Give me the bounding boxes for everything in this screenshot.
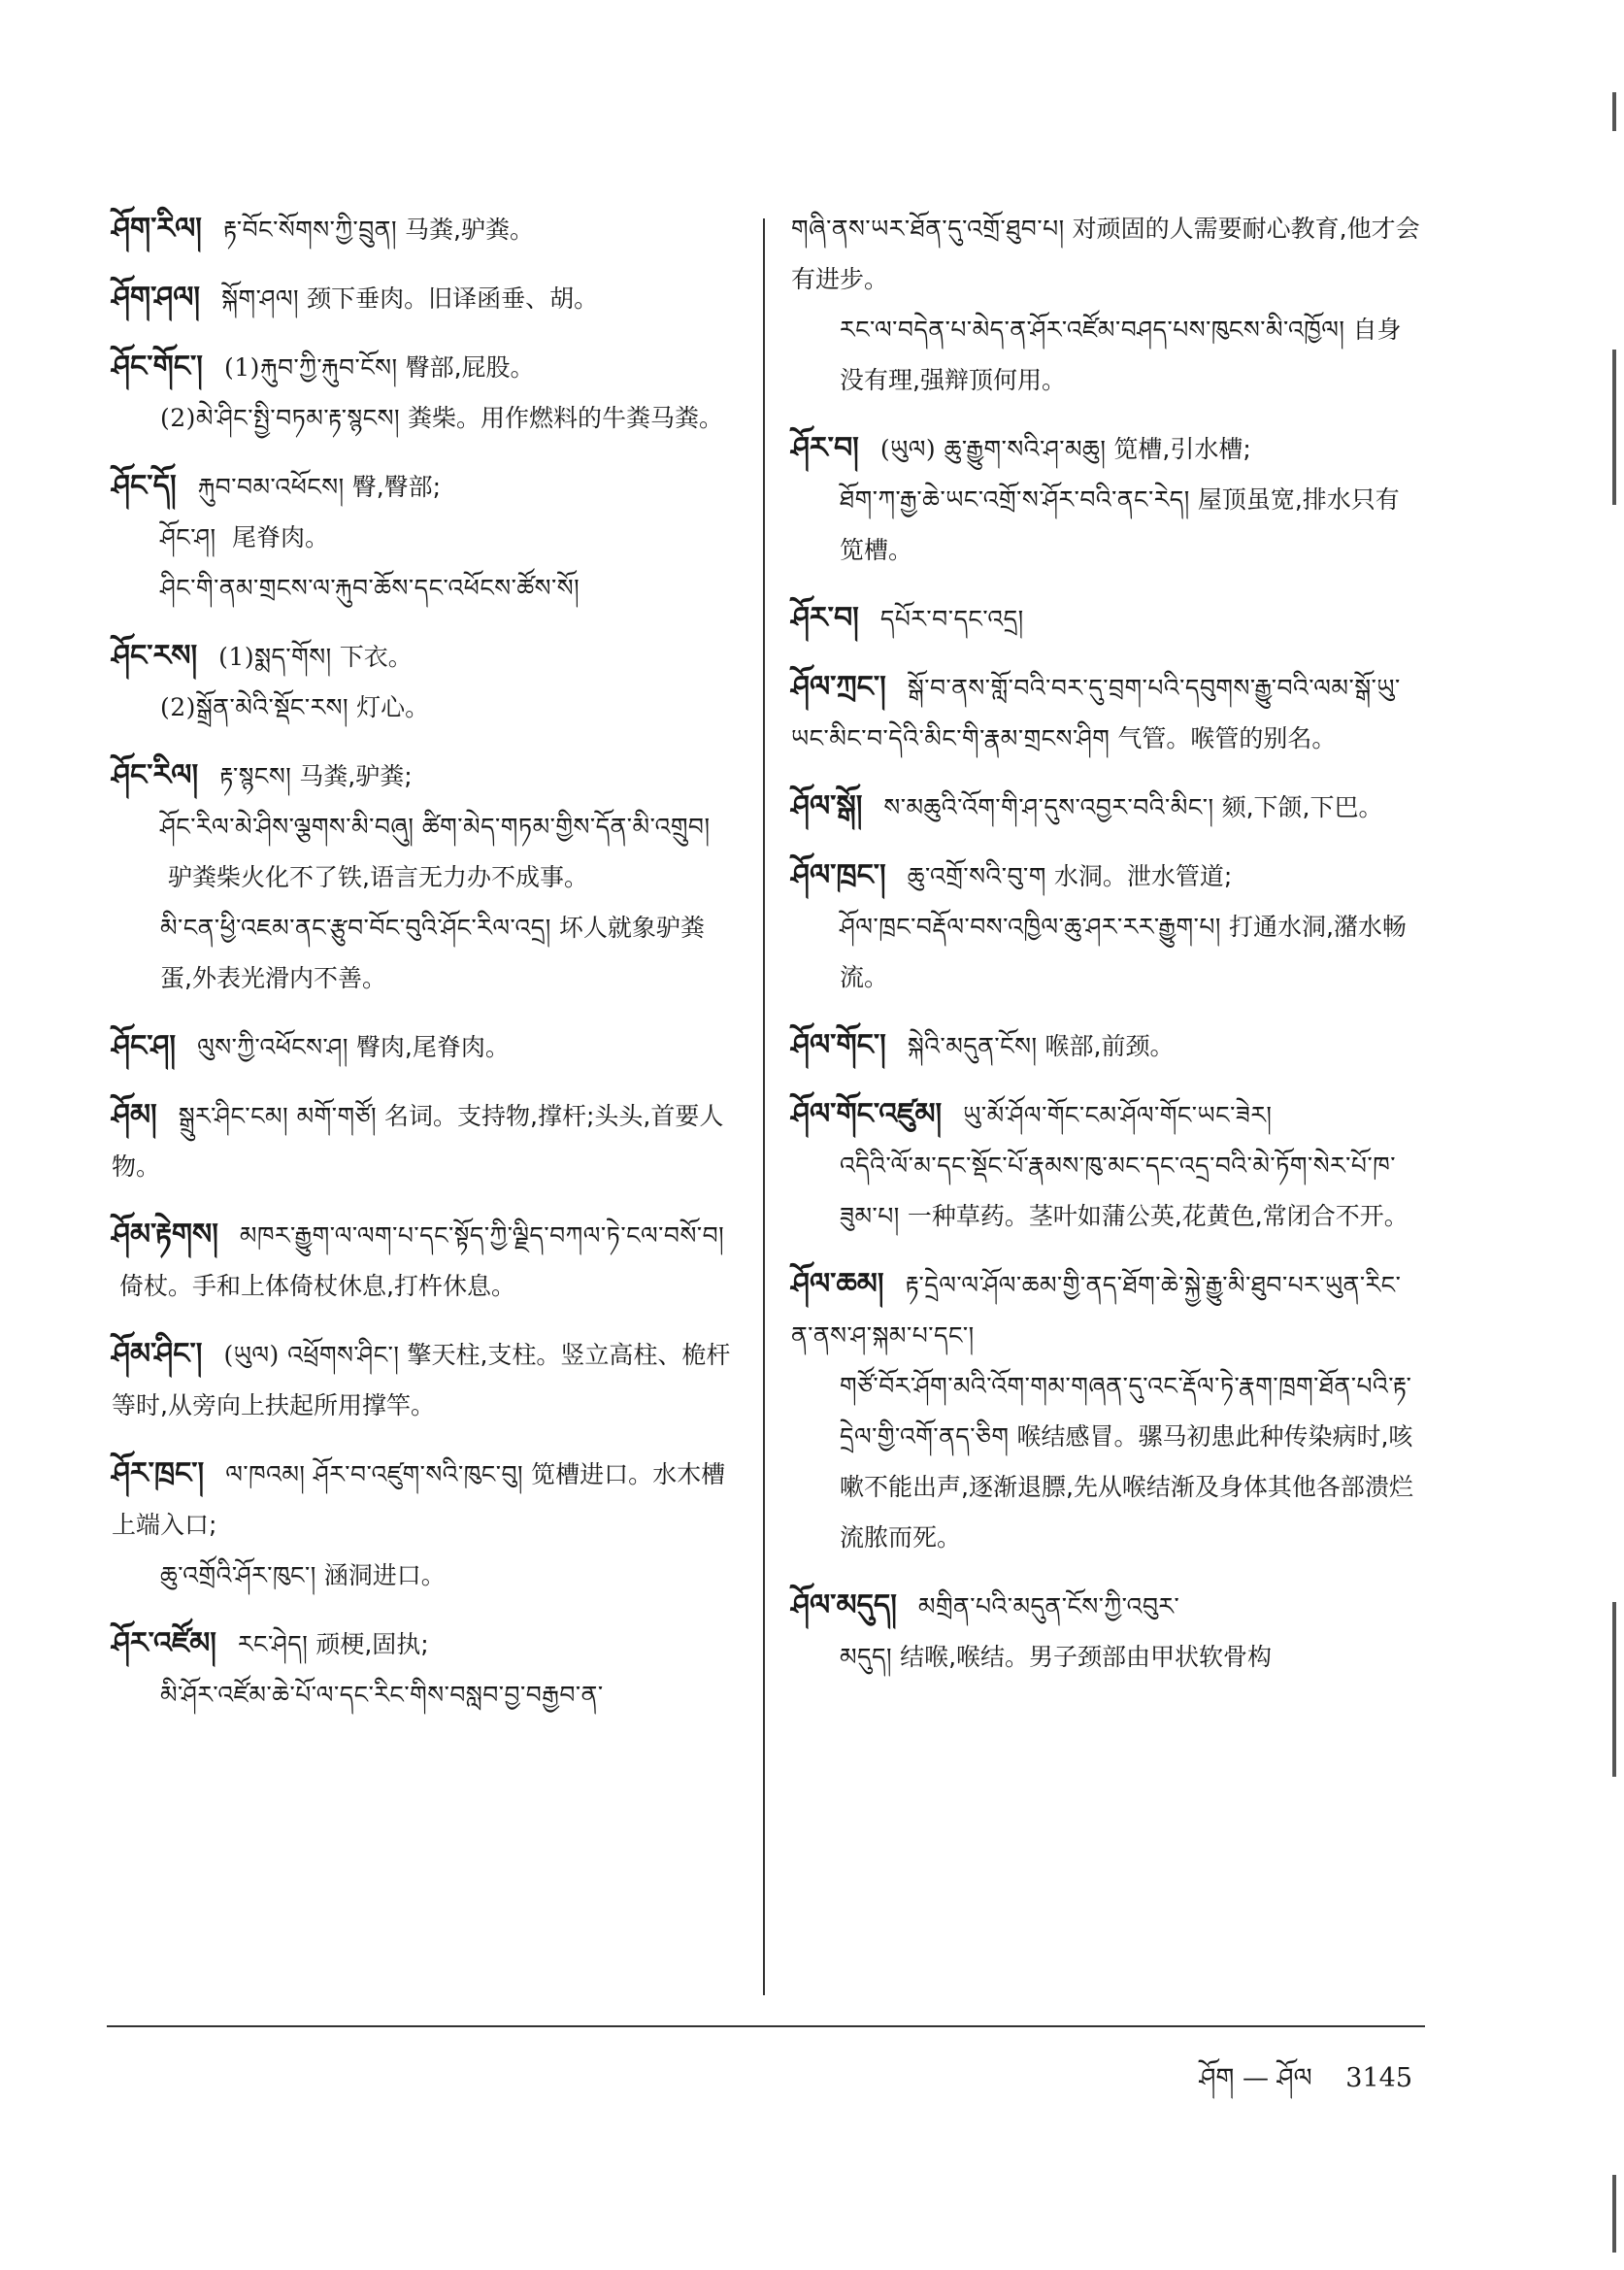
dictionary-entry (791, 1020, 1422, 1072)
dictionary-entry (112, 1619, 733, 1720)
scan-edge-mark (1612, 92, 1616, 131)
entry-headword: ཤོང་ཤ། (112, 1029, 177, 1063)
entry-chinese-example: 打通水洞,潴水畅流。 (840, 913, 1407, 991)
entry-tibetan-definition: རྟ་སྙངས། (219, 762, 292, 790)
dictionary-entry (112, 1021, 733, 1073)
right-column (791, 204, 1422, 1700)
entry-chinese-definition: 颈下垂肉。旧译函垂、胡。 (307, 284, 599, 313)
entry-tibetan-definition: དཔོར་བ་དང་འདྲ། (879, 605, 1024, 633)
dictionary-entry (791, 1581, 1422, 1683)
entry-headword: ཤོལ་མདུད། (791, 1588, 897, 1622)
dictionary-entry (112, 273, 733, 324)
dictionary-entry (112, 461, 733, 614)
entry-chinese-example: 驴粪柴火化不了铁,语言无力办不成事。 (168, 863, 588, 891)
entry-tibetan-definition: ཡུ་མོ་ཤོལ་གོང་ངམ་ཤོལ་གོང་ཡང་ཟེར། (963, 1101, 1273, 1129)
entry-continuation (791, 475, 1422, 576)
entry-chinese-example: 结喉,喉结。男子颈部由甲状软骨构 (900, 1643, 1273, 1671)
entry-headword: ཤོང་རས། (112, 639, 198, 673)
entry-tibetan-definition: ལ་ཁའམ། ཤོར་བ་འཛུག་སའི་ཁུང་བུ། (225, 1460, 524, 1488)
entry-continuation (112, 393, 733, 444)
dictionary-entry (791, 1089, 1422, 1242)
entry-tibetan-definition: སྐོག་ཤལ། (221, 284, 300, 313)
entry-chinese-definition: 下衣。 (339, 643, 413, 671)
entry-headword: ཤོར་འཛོམ། (112, 1626, 216, 1660)
entry-continuation (112, 1551, 733, 1601)
entry-tibetan-definition: ས་མཆུའི་འོག་གི་ཤ་དུས་འབྱར་བའི་མིང་། (883, 793, 1214, 821)
dictionary-entry (112, 1449, 733, 1601)
entry-tibetan-definition: (1)རྐུབ་ཀྱི་རྐུབ་ངོས། (223, 353, 398, 382)
entry-headword: ཤོལ་ཁྲང་། (791, 858, 886, 892)
entry-chinese-definition: 马粪,驴粪; (299, 762, 413, 790)
entry-continuation (112, 513, 733, 563)
dictionary-entry (112, 204, 733, 255)
entry-chinese-definition: 顽梗,固执; (315, 1630, 429, 1658)
entry-continuation (791, 1141, 1422, 1242)
entry-continuation (791, 305, 1422, 406)
entry-headword: ཤོར་བ། (791, 601, 859, 635)
entry-tibetan-example: ཤོང་ཤ། (160, 523, 225, 551)
entry-chinese-definition: 名词。支持物,撑杆;头头,首要人物。 (112, 1102, 724, 1181)
scan-edge-mark (1612, 350, 1616, 505)
entry-tibetan-definition: (ཡུལ) ཆུ་རྒྱུག་སའི་ཤ་མཆུ། (879, 435, 1107, 463)
entry-chinese-definition: 笕槽进口。水木槽上端入口; (112, 1460, 726, 1539)
entry-headword: ཤོལ་གོང་འཛུམ། (791, 1097, 943, 1131)
entry-tibetan-definition: རྟ་བོང་སོགས་ཀྱི་བྲུན། (222, 216, 398, 244)
entry-tibetan-example: འདིའི་ལོ་མ་དང་སྡོང་པོ་རྣམས་ཁུ་མང་དང་འདྲ་བའི་མེ་ཏོག་སེར་པོ་ཁ་ཟུམ་པ། (840, 1152, 1396, 1230)
entry-headword: ཤོམ་རྟེགས། (112, 1218, 218, 1252)
entry-tibetan-example: (2)སྒྲོན་མེའི་སྡོང་རས། (160, 693, 349, 721)
entry-chinese-definition: 擎天柱,支柱。竖立高柱、桅杆等时,从旁向上扶起所用撑竿。 (112, 1341, 731, 1419)
entry-continuation (791, 1632, 1422, 1683)
entry-headword: ཤོག་ཤལ། (112, 281, 201, 315)
entry-headword: ཤོམ་ཤིང་། (112, 1337, 203, 1371)
entry-headword: ཤོང་དོ། (112, 469, 177, 503)
entry-tibetan-example: (2)མེ་ཤིང་སྤྱི་བཏམ་རྟ་སྙངས། (160, 404, 401, 432)
footer-rule (107, 2025, 1425, 2027)
entry-continuation (112, 802, 733, 903)
dictionary-entry (791, 423, 1422, 576)
entry-chinese-definition: 倚杖。手和上体倚杖休息,打杵休息。 (119, 1272, 515, 1300)
entry-tibetan-example: མི་ངན་ཕྱི་འཇམ་ནང་རྩུབ་བོང་བུའི་ཤོང་རིལ་འདྲ། (160, 914, 551, 942)
entry-tibetan-definition: རང་ཤེད། (237, 1630, 309, 1658)
entry-tibetan-definition: མཁར་རྒྱུག་ལ་ལག་པ་དང་སྟོད་ཀྱི་ལྗིད་བཀལ་ཏེ་ངལ་བསོ་བ། (239, 1221, 725, 1250)
entry-tibetan-example: མདུད། (840, 1643, 893, 1671)
page-number: 3145 (1345, 2063, 1412, 2093)
entry-continuation (112, 563, 733, 614)
entry-chinese-example: 粪柴。用作燃料的牛粪马粪。 (408, 404, 724, 432)
entry-tibetan-example: ཤོང་རིལ་མེ་ཤིས་ལྕགས་མི་བཞུ། ཚིག་མེད་གཏམ་གྱིས་དོན་མི་འགྲུབ། (160, 813, 711, 841)
entry-chinese-definition: 喉部,前颈。 (1044, 1032, 1175, 1060)
column-divider (763, 218, 765, 1995)
dictionary-entry (791, 851, 1422, 1003)
entry-chinese-definition: 笕槽,引水槽; (1113, 435, 1251, 463)
entry-tibetan-definition: མགྲིན་པའི་མདུན་ངོས་ཀྱི་འབུར་ (917, 1592, 1180, 1620)
entry-chinese-definition: 水洞。泄水管道; (1053, 862, 1233, 890)
entry-tibetan-definition: སྒྲུར་ཤིང་ངམ། མགོ་གཙོ། (178, 1102, 378, 1130)
dictionary-entry (791, 1259, 1422, 1563)
entry-chinese-example: 涵洞进口。 (323, 1561, 446, 1589)
left-column (112, 204, 733, 1738)
dictionary-entry (112, 751, 733, 1004)
entry-tibetan-definition: ལུས་ཀྱི་འཕོངས་ཤ། (197, 1033, 348, 1061)
entry-headword: ཤོང་རིལ། (112, 758, 199, 792)
dictionary-entry (112, 342, 733, 444)
entry-tibetan-example: ཤོལ་ཁྲང་བརྡོལ་བས་འཁྱིལ་ཆུ་ཤར་རར་རྒྱུག་པ། (840, 913, 1221, 941)
entry-headword: ཤོག་རིལ། (112, 212, 202, 246)
entry-chinese-definition: 臀部,屁股。 (405, 353, 535, 382)
dictionary-entry (791, 204, 1422, 406)
scan-edge-mark (1612, 1602, 1616, 1777)
entry-chinese-example: 喉结感冒。骡马初患此种传染病时,咳嗽不能出声,逐渐退膘,先从喉结渐及身体其他各部溃烂流脓而死。 (840, 1422, 1413, 1552)
dictionary-entry (112, 631, 733, 733)
entry-chinese-definition: 马粪,驴粪。 (405, 216, 534, 244)
entry-tibetan-definition: ཆུ་འགྲོ་སའི་བུ་ག (907, 862, 1046, 890)
entry-chinese-definition: 臀肉,尾脊肉。 (355, 1033, 510, 1061)
entry-chinese-definition: 对顽固的人需要耐心教育,他才会有进步。 (791, 215, 1420, 293)
entry-tibetan-definition: རྐུབ་བམ་འཕོངས། (197, 473, 345, 501)
entry-tibetan-example: རང་ལ་བདེན་པ་མེད་ན་ཤོར་འཛོམ་བཤད་པས་ཁུངས་མི་འཁྱོལ། (840, 316, 1345, 344)
entry-tibetan-definition: སྒོ་བ་ནས་གློ་བའི་བར་དུ་བྲག་པའི་དབུགས་རྒྱུ་བའི་ལམ་སྒོ་ཡུ་ཡང་མིང་བ་དེའི་མིང་གི་རྣམ་གྲངས་ཤིག (791, 674, 1401, 752)
entry-chinese-example: 自身没有理,强辩顶何用。 (840, 316, 1402, 394)
entry-headword: ཤོལ་ཆམ། (791, 1267, 884, 1301)
entry-tibetan-definition: (1)སྨད་གོས། (218, 643, 332, 671)
dictionary-entry (112, 1090, 733, 1192)
entry-continuation (112, 683, 733, 733)
entry-chinese-example: 屋顶虽宽,排水只有笕槽。 (840, 485, 1400, 564)
entry-chinese-example: 一种草药。茎叶如蒲公英,花黄色,常闭合不开。 (907, 1202, 1409, 1230)
dictionary-entry (791, 593, 1422, 645)
entry-tibetan-definition: རྟ་དྲེལ་ལ་ཤོལ་ཆམ་གྱི་ནད་ཐོག་ཆེ་སྐྱེ་རྒྱུ་མི་ཐུབ་པར་ཡུན་རིང་ན་ནས་ཤ་སྐམ་པ་དང་། (791, 1271, 1402, 1350)
dictionary-entry (791, 662, 1422, 764)
entry-chinese-definition: 颏,下颌,下巴。 (1221, 793, 1383, 821)
page-footer (1174, 2049, 1412, 2122)
entry-chinese-example: 尾脊肉。 (232, 523, 330, 551)
entry-tibetan-definition: གཞི་ནས་ཡར་ཐོན་དུ་འགྲོ་ཐུབ་པ། (791, 215, 1065, 243)
entry-tibetan-definition: སྐེའི་མདུན་ངོས། (907, 1032, 1038, 1060)
entry-tibetan-example: ཆུ་འགྲོའི་ཤོར་ཁུང་། (160, 1561, 316, 1589)
entry-tibetan-example: གཙོ་བོར་ཤོག་མའི་འོག་གམ་གཞན་དུ་འང་རྡོལ་ཏེ་རྣག་ཁྲག་ཐོན་པའི་རྟ་དྲེལ་གྱི་འགོ་ནད་ཅིག (840, 1372, 1412, 1451)
entry-continuation (791, 1361, 1422, 1563)
entry-headword: ཤོལ་ཀྲང་། (791, 670, 886, 704)
entry-headword: ཤོམ། (112, 1098, 157, 1132)
entry-continuation (112, 903, 733, 1004)
entry-continuation (112, 1670, 733, 1720)
entry-headword: ཤོལ་གོང་། (791, 1028, 886, 1062)
entry-continuation (791, 902, 1422, 1003)
entry-headword: ཤོང་གོང་། (112, 350, 203, 384)
entry-tibetan-definition: (ཡུལ) འཕྲོགས་ཤིང་། (223, 1341, 400, 1369)
scan-edge-mark (1612, 2175, 1616, 2253)
page-range: ཤོག — ཤོལ (1199, 2063, 1312, 2093)
entry-tibetan-example: ཤིང་གི་ནམ་གྲངས་ལ་རྐུབ་ཆོས་དང་འཕོངས་ཚོས་སོ། (160, 574, 580, 602)
entry-chinese-example: 坏人就象驴粪蛋,外表光滑内不善。 (160, 914, 705, 992)
entry-tibetan-example: ཐོག་ཀ་རྒྱ་ཆེ་ཡང་འགྲོ་ས་ཤོར་བའི་ནང་རེད། (840, 485, 1190, 514)
dictionary-entry (112, 1210, 733, 1312)
entry-tibetan-example: མི་ཤོར་འཛོམ་ཆེ་པོ་ལ་དང་རིང་གིས་བསླབ་བྱ་བརྒྱབ་ན་ (160, 1681, 604, 1709)
entry-headword: ཤོར་ཁྲང་། (112, 1456, 205, 1490)
entry-headword: ཤོལ་སྒོ། (791, 789, 863, 823)
dictionary-entry (791, 782, 1422, 833)
dictionary-entry (112, 1329, 733, 1431)
entry-chinese-example: 灯心。 (356, 693, 430, 721)
entry-headword: ཤོར་བ། (791, 431, 859, 465)
entry-chinese-definition: 气管。喉管的别名。 (1117, 724, 1337, 752)
entry-chinese-definition: 臀,臀部; (351, 473, 442, 501)
